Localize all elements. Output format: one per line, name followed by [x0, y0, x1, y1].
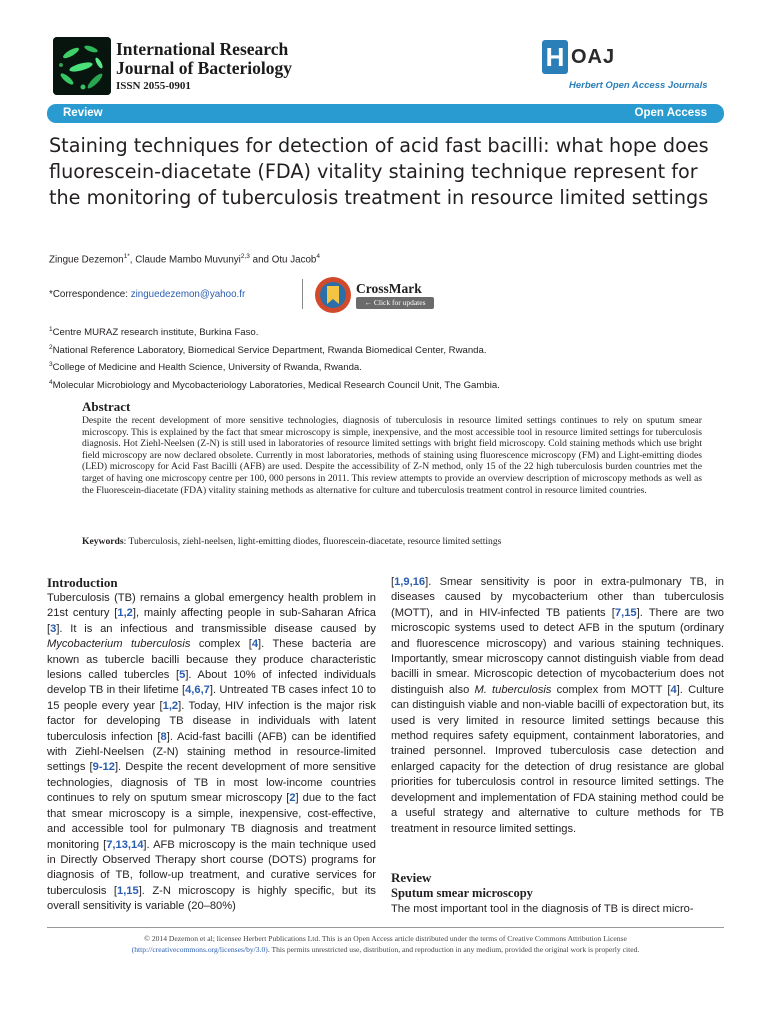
keywords-label: Keywords — [82, 536, 124, 547]
journal-name: International Research Journal of Bacteriology — [116, 39, 292, 78]
citation-link[interactable]: 4 — [251, 638, 259, 651]
author-affiliation-mark: 4 — [316, 253, 320, 260]
affiliation-item: $^2$National Reference Laboratory, Biomedical Service Department, Rwanda Biomedical Center, Rwanda. — [49, 343, 487, 356]
body-text: ]. Smear sensitivity is poor in extra-pulmonary TB, in diseases caused by mycobacterium other than tuberculosis (MOTT), and in HIV-infected TB patients [ — [391, 576, 724, 619]
body-text: ]. These bacteria are known as tubercle bacilli because they produce characteristic lesions called tubercles [ — [47, 638, 376, 682]
author-name: Zingue Dezemon — [49, 254, 124, 266]
sputum-smear-heading: Sputum smear microscopy — [391, 886, 533, 900]
crossmark-icon[interactable] — [314, 276, 352, 314]
citation-link[interactable]: 9-12 — [92, 761, 115, 774]
body-text: Tuberculosis (TB) remains a global emergency health problem in 21st century [ — [47, 592, 376, 620]
body-text: ]. Z-N microscopy is highly specific, but its overall sensitivity is variable (20–80%) — [47, 884, 376, 913]
body-text: ]. AFB microscopy is the main technique used in Directly Observed Therapy short course (DOTS) programs for diagnosis of TB, follow-up treatment, and curative services for tuberculosis [ — [47, 838, 376, 897]
body-text: ], mainly affecting people in sub-Saharan Africa [ — [47, 607, 376, 635]
correspondence-email-link[interactable]: zinguedezemon@yahoo.fr — [130, 289, 246, 300]
body-column-right — [391, 575, 724, 837]
review-heading: Review — [391, 870, 432, 885]
body-text: ]. Today, HIV infection is the major risk factor for developing TB disease in individuals with latent tuberculosis infection [ — [47, 699, 376, 743]
journal-cover-image — [53, 37, 111, 95]
body-text: ] due to the fact that smear microscopy is a simple, inexpensive, cost-effective, and accessible tool for pulmonary TB diagnosis and treatment monitoring [ — [47, 792, 376, 851]
crossmark-update-button[interactable]: ← Click for updates — [356, 297, 434, 309]
affiliation-item: $^1$Centre MURAZ research institute, Burkina Faso. — [49, 326, 259, 339]
author-affiliation-mark: 2,3 — [240, 253, 250, 260]
open-access-label: Open Access — [634, 107, 707, 119]
affiliation-item: $^4$Molecular Microbiology and Mycobacteriology Laboratories, Medical Research Council Unit, The Gambia. — [49, 379, 500, 392]
citation-link[interactable]: 3 — [50, 622, 57, 635]
introduction-heading: Introduction — [47, 575, 118, 590]
citation-link[interactable]: 1,2 — [117, 607, 133, 620]
body-text: ]. Culture can distinguish viable and non-viable bacilli of expectoration but, its used is very limited in resource limited settings because this method requires safety equipment, containment laboratories, and trained personnel. Improved tuberculosis case detection and enlarged capacity for the detection of drug resistance are global priorities for tuberculosis control in resource limited settings. The development and implementation of FDA staining method could be a useful strategy and alternative to culture methods for TB treatment in resource limited settings. — [391, 683, 724, 835]
correspondence: *Correspondence: zinguedezemon@yahoo.fr — [49, 289, 246, 300]
citation-link[interactable]: 8 — [160, 730, 167, 743]
abstract-heading: Abstract — [82, 399, 131, 414]
body-text: ]. Despite the recent development of more sensitive technologies, diagnosis of TB in most low-income countries continues to rely on sputum smear microscopy [ — [47, 761, 377, 805]
body-column-left — [47, 591, 376, 915]
italic-term: M. tuberculosis — [474, 683, 552, 696]
citation-link[interactable]: 1,9,16 — [394, 576, 426, 588]
license-line: © 2014 Dezemon et al; licensee Herbert Publications Ltd. This is an Open Access article distributed under the terms of Creative Commons Attribution License — [144, 934, 627, 943]
license-link[interactable]: (http://creativecommons.org/licenses/by/3.0) — [131, 945, 268, 954]
divider — [302, 279, 303, 309]
citation-link[interactable]: 4,6,7 — [185, 684, 210, 697]
article-type-bar — [47, 104, 724, 123]
article-type-label: Review — [63, 107, 103, 119]
keywords — [82, 536, 702, 547]
body-text: complex from MOTT [ — [551, 683, 671, 696]
citation-link[interactable]: 5 — [179, 669, 186, 682]
keywords-text: : Tuberculosis, ziehl-neelsen, light-emitting diodes, fluorescein-diacetate, resource limited settings — [123, 536, 502, 547]
body-text: [ — [391, 576, 395, 588]
body-text: ]. It is an infectious and transmissible disease caused by — [56, 622, 376, 635]
body-paragraph-continued: The most important tool in the diagnosis of TB is direct micro- — [391, 903, 694, 915]
citation-link[interactable]: 4 — [670, 683, 677, 696]
author-list: Zingue Dezemon$^{1*}$, Claude Mambo Muvunyi$^{2,3}$ and Otu Jacob$^4$ — [49, 253, 320, 266]
citation-link[interactable]: 1,2 — [162, 699, 179, 712]
publisher-logo-h: H — [542, 40, 568, 74]
author-name: Claude Mambo Muvunyi — [135, 254, 241, 266]
affiliation-item: $^3$College of Medicine and Health Science, University of Rwanda, Rwanda. — [49, 361, 362, 374]
citation-link[interactable]: 2 — [289, 792, 296, 805]
citation-link[interactable]: 7,13,14 — [106, 838, 144, 851]
article-title: Staining techniques for detection of acid fast bacilli: what hope does fluorescein-diacetate (FDA) vitality staining technique represent for the monitoring of tuberculosis treatment in resource limited settings — [49, 134, 709, 209]
footer-divider — [47, 927, 724, 928]
affiliations — [49, 323, 500, 394]
body-text: complex [ — [190, 638, 252, 651]
crossmark-title[interactable]: CrossMark — [356, 281, 422, 296]
body-text: ]. About 10% of infected individuals develop TB in their lifetime [ — [47, 669, 376, 697]
body-text: ]. Untreated TB cases infect 10 to 15 people every year [ — [47, 684, 376, 712]
license-line: . This permits unrestricted use, distribution, and reproduction in any medium, provided the original work is properly cited. — [267, 945, 640, 954]
citation-link[interactable]: 7,15 — [614, 606, 637, 619]
body-text: ]. Acid-fast bacilli (AFB) can be identified with Ziehl-Neelsen (Z-N) staining method in resource-limited settings [ — [47, 730, 376, 774]
body-text: ]. There are two microscopic systems used to detect AFB in the sputum (ordinary and fluorescence microscopy) and various staining techniques. Importantly, smear microscopy cannot distinguish viable from dead bacilli in smear. Microscopic detection of mycobacterium does not distinguish also — [391, 606, 724, 696]
publisher-tagline: Herbert Open Access Journals — [569, 80, 708, 91]
italic-term: Mycobacterium tuberculosis — [47, 638, 191, 651]
author-name: Otu Jacob — [271, 254, 317, 266]
author-affiliation-mark: 1* — [123, 253, 130, 260]
journal-issn: ISSN 2055-0901 — [116, 80, 191, 92]
citation-link[interactable]: 1,15 — [117, 884, 139, 897]
publisher-logo — [542, 40, 615, 74]
publisher-logo-text: OAJ — [571, 45, 616, 68]
license-footer — [47, 933, 724, 955]
abstract-text: Despite the recent development of more sensitive technologies, diagnosis of tuberculosis in resource limited settings continues to rely on sputum smear microscopy. This is explained by the fact that smear microscopy is simple, inexpensive, and the most accessible tool in resource limited settings for tuberculosis diagnosis. Hot Ziehl-Neelsen (Z-N) is still used in laboratories of resource limited settings with bright field microscopy. Cold staining methods which use bright field microscopy are now declared obsolete. Currently in most laboratories, methods of staining using fluorescence microscopy (FM) and Light-emitting diodes (LED) microscopy for Acid Fast Bacilli (AFB) are used. Despite the accessibility of Z-N method, only 15 of the 22 high tuberculosis burden countries met the target of having one microscopy centre per 100, 000 persons in 2011. This review attempts to provide an overview description of microscopy methods as well as the Fluorescein-diacetate (FDA) vitality staining methods as alternative for culture and tuberculosis treatment control in resource limited countries. — [82, 415, 702, 496]
